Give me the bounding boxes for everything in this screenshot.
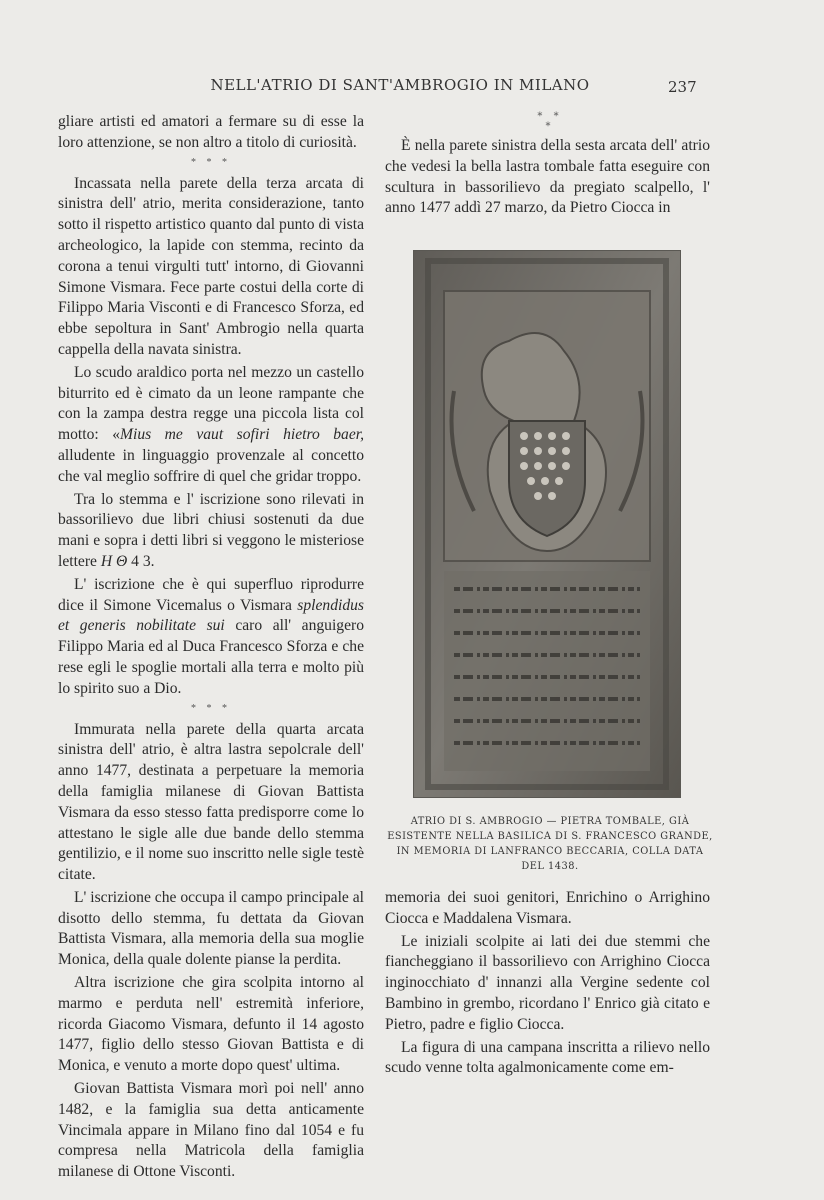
paragraph: Immurata nella parete della quarta arcata sinistra dell' atrio, è altra lastra sepolcrale dell' anno 1477, destinata a perpetuare la memoria della famiglia milanese di Giovan Battista Vismara da esso stesso fatta predisporre come lo attestano le sigle alle due bande dello stemma gentilizio, e il nome suo inscritto nelle sigle testè citate. — [58, 720, 364, 884]
paragraph: Le iniziali scolpite ai lati dei due stemmi che fiancheggiano il bassorilievo con Arrighino Ciocca inginocchiato d' innanzi alla Vergine sedente col Bambino in grembo, ricordano l' Enrico già citato e Pietro, padre e figlio Ciocca. — [385, 932, 710, 1033]
right-column-bottom — [385, 888, 710, 1081]
paragraph: Incassata nella parete della terza arcata di sinistra dell' atrio, merita considerazione, tanto sotto il rispetto artistico quanto dal punto di vista archeologico, la lapide con stemma, recinto da corona a tenui virgulti tutt' intorno, di Giovanni Simone Vismara. Fece parte costui della corte di Filippo Maria Visconti e di Francesco Sforza, ed ebbe sepoltura in Sant' Ambrogio nella quarta cappella della navata sinistra. — [58, 174, 364, 358]
paragraph: Giovan Battista Vismara morì poi nell' anno 1482, e la famiglia sua detta anticamente Vincimala appare in Milano fino dal 1054 e fu compresa nella Matricola della famiglia milanese di Ottone Visconti. — [58, 1080, 364, 1181]
section-ornament: * * * — [191, 702, 231, 714]
paragraph-text: 4 3. — [127, 552, 155, 570]
mysterious-letters: H Θ — [100, 552, 128, 570]
latin-quote: splendidus et generis nobilitate sui — [58, 596, 364, 635]
paragraph — [58, 363, 364, 488]
figure-caption: ATRIO DI S. AMBROGIO — PIETRA TOMBALE, GIÀ ESISTENTE NELLA BASILICA DI S. FRANCESCO GRANDE, IN MEMORIA DI LANFRANCO BECCARIA, COLLA DATA DEL 1438. — [387, 816, 713, 872]
paragraph-text: Tra lo stemma e l' iscrizione sono rilevati in bassorilievo due libri chiusi sostenuti da due mani e sopra i detti libri si veggono le misteriose lettere — [58, 490, 364, 570]
page-number: 237 — [668, 78, 697, 96]
running-header: NELL'ATRIO DI SANT'AMBROGIO IN MILANO — [210, 76, 590, 94]
paragraph — [58, 575, 364, 700]
paragraph: È nella parete sinistra della sesta arcata dell' atrio che vedesi la bella lastra tombale fatta eseguire con scultura in bassorilievo da pregiato scalpello, l' anno 1477 addì 27 marzo, da Pietro Ciocca in — [385, 137, 710, 217]
paragraph: memoria dei suoi genitori, Enrichino o Arrighino Ciocca e Maddalena Vismara. — [385, 889, 710, 927]
tombstone-photo — [413, 250, 681, 798]
right-column-top — [385, 136, 710, 221]
paragraph-text: caro all' anguigero Filippo Maria ed al Duca Francesco Sforza e che rese egli le spoglie mortali alla terra e molto più lo spirito suo a Dio. — [58, 617, 365, 697]
paragraph-text: alludente in linguaggio provenzale al concetto che val meglio soffrire di quel che gridar troppo. — [58, 446, 364, 485]
paragraph: Altra iscrizione che gira scolpita intorno al marmo e perduta nell' estremità inferiore, ricorda Giacomo Vismara, defunto il 14 agosto 1477, figlio dello stesso Giovan Battista e di Monica, e venuto a morte dopo quest' ultima. — [58, 974, 364, 1075]
paragraph — [58, 490, 364, 573]
tombstone-illustration — [414, 251, 680, 797]
paragraph: gliare artisti ed amatori a fermare su di esse la loro attenzione, se non altro a titolo di curiosità. — [58, 113, 364, 151]
section-ornament: * * * — [537, 111, 563, 132]
section-ornament: * * * — [191, 156, 231, 168]
paragraph: La figura di una campana inscritta a rilievo nello scudo venne tolta agalmonicamente come em- — [385, 1038, 710, 1077]
paragraph-text: Lo scudo araldico porta nel mezzo un castello biturrito ed è cimato da un leone rampante che con la zampa destra regge una piccola lista col motto: « — [58, 363, 364, 444]
motto: Mius me vaut sofiri hietro baer, — [120, 426, 364, 444]
paragraph-text: L' iscrizione che è qui superfluo riprodurre dice il Simone Vicemalus o Vismara — [58, 575, 364, 614]
paragraph: L' iscrizione che occupa il campo principale al disotto dello stemma, fu dettata da Giovan Battista Vismara, alla memoria della sua moglie Monica, della quale dolente pianse la perdita. — [58, 888, 364, 969]
left-column — [58, 112, 364, 1185]
